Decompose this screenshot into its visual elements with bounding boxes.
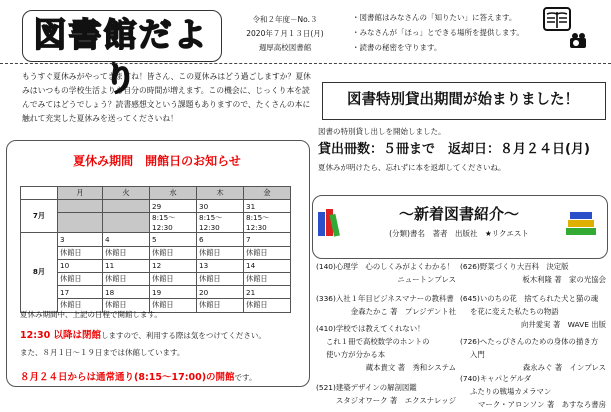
purpose-item: ・ みなさんが「ほっ」とできる場所を提供します。: [352, 25, 527, 40]
book-author-publisher: 蔵本貴文 著 秀和システム: [365, 363, 456, 372]
regular-hours-text: です。: [234, 373, 257, 382]
date-cell: 18: [103, 286, 150, 299]
weekday-header: 火: [103, 187, 150, 200]
book-title: (726)へたっぴさんのための身体の描き方: [460, 337, 599, 346]
month-label: 8月: [21, 233, 58, 312]
status-cell: 休館日: [150, 246, 197, 259]
return-reminder: 夏休みが明けたら、忘れずに本を返却してくださいね。: [318, 163, 506, 172]
status-cell: [103, 213, 150, 233]
date-cell: 12: [150, 259, 197, 272]
book-author-publisher: 金森たかこ 著 プレジデント社: [350, 307, 456, 316]
status-cell: 休館日: [58, 272, 103, 285]
book-entry: [316, 322, 456, 374]
date-cell: [58, 200, 103, 213]
status-cell: 8:15～12:30: [150, 213, 197, 233]
status-cell: [58, 213, 103, 233]
date-cell: 3: [58, 233, 103, 246]
calendar-corner: [21, 187, 58, 200]
status-cell: 休館日: [197, 272, 244, 285]
book-title: (521)建築デザインの解剖図鑑: [316, 383, 417, 392]
special-loan-text: 図書の特別貸し出しを開始しました。: [318, 127, 446, 136]
book-entry: [460, 335, 606, 374]
status-cell: 休館日: [58, 246, 103, 259]
status-cell: 休館日: [150, 299, 197, 312]
book-title: (336)入社１年目ビジネスマナーの教科書: [316, 294, 454, 303]
opening-calendar: [20, 186, 291, 313]
book-title: (410)学校では教えてくれない！: [316, 324, 425, 333]
newsletter-title: 図書館だより: [33, 15, 209, 98]
status-cell: 休館日: [244, 272, 291, 285]
book-title-line: ふたりの戦場カメラマン: [470, 387, 552, 396]
book-author-publisher: マーク・アロンソン 著 あすなろ書房: [478, 400, 606, 409]
date-cell: 13: [197, 259, 244, 272]
weekday-header: 月: [58, 187, 103, 200]
status-cell: 8:15～12:30: [244, 213, 291, 233]
book-title: (140)心理学 心のしくみがよくわかる！: [316, 262, 455, 271]
book-title: (626)野菜づくり大百科 決定版: [460, 262, 569, 271]
summer-schedule-title: 夏休み期間 開館日のお知らせ: [73, 154, 241, 168]
regular-hours-highlight: ８月２４日からは通常通り(8:15～17:00)の開館: [20, 372, 235, 383]
status-cell: 休館日: [103, 246, 150, 259]
regular-hours-note: [20, 369, 256, 383]
book-entry: [316, 381, 456, 407]
closure-note: また、８月１日～１９日までは休館しています。: [20, 348, 185, 357]
book-entry: [316, 292, 456, 318]
date-cell: 29: [150, 200, 197, 213]
special-loan-headline: 図書特別貸出期間が始まりました！: [347, 92, 579, 108]
issue-date: 2020年７月１３日(月): [246, 29, 324, 38]
weekday-header: 金: [244, 187, 291, 200]
date-cell: 10: [58, 259, 103, 272]
issue-number: 令和２年度－No.３: [252, 15, 318, 24]
school-name: 週厚高校図書館: [258, 43, 312, 52]
date-cell: 21: [244, 286, 291, 299]
new-books-legend: (分類)書名 著者 出版社 ★リクエスト: [389, 229, 529, 238]
date-cell: 7: [244, 233, 291, 246]
book-title-line: これ１冊で高校数学のホントの: [326, 337, 430, 346]
intro-paragraph: もうすぐ夏休みがやってきますね！皆さん、この夏休みはどう過ごしますか？夏休みはいつもの学校生活よりも自分の時間が増えます。この機会に、じっくり本を読んでみてはどうでしょう？読書感想文という課題もありますので、たくさんの本に触れて充実した夏休みを送ってくださいね！: [22, 72, 311, 123]
status-cell: 休館日: [197, 246, 244, 259]
status-cell: 休館日: [58, 299, 103, 312]
weekday-header: 水: [150, 187, 197, 200]
date-cell: 30: [197, 200, 244, 213]
purpose-item: ・ 図書館はみなさんの「知りたい」に答えます。: [352, 10, 527, 25]
book-title-line: 使い方が分かる本: [326, 350, 386, 359]
purpose-item: ・ 読書の秘密を守ります。: [352, 40, 527, 55]
status-cell: 休館日: [244, 299, 291, 312]
book-entry: [316, 260, 456, 286]
date-cell: 17: [58, 286, 103, 299]
book-title: (740)キャパとゲルダ: [460, 374, 532, 383]
open-book-icon: [541, 6, 575, 34]
new-books-title: ～新着図書紹介～: [398, 205, 519, 223]
date-cell: 20: [197, 286, 244, 299]
schedule-note: 夏休み期間中、上記の日程で開館します。: [20, 310, 162, 319]
library-purpose-list: [352, 10, 527, 55]
date-cell: 11: [103, 259, 150, 272]
issue-info: [240, 13, 330, 55]
loan-limit-and-return-date: 貸出冊数：５冊まで 返却日：８月２４日(月): [318, 142, 590, 157]
date-cell: 14: [244, 259, 291, 272]
book-title: (645)いのちの花 捨てられた犬と猫の魂: [460, 294, 599, 303]
date-cell: 6: [197, 233, 244, 246]
book-title-line: を花に変えた私たちの物語: [470, 307, 559, 316]
status-cell: 休館日: [244, 246, 291, 259]
special-loan-body: [318, 125, 608, 175]
status-cell: 休館日: [197, 299, 244, 312]
date-cell: 19: [150, 286, 197, 299]
date-cell: 5: [150, 233, 197, 246]
book-entry: [460, 372, 606, 411]
date-cell: 4: [103, 233, 150, 246]
status-cell: 休館日: [150, 272, 197, 285]
book-entry: [460, 292, 606, 331]
date-cell: 31: [244, 200, 291, 213]
date-cell: [103, 200, 150, 213]
book-author-publisher: 森永みぐ 著 インプレス: [522, 363, 606, 372]
closing-time-text: しますので、利用する際は気をつけてください。: [101, 331, 266, 340]
projector-icon: [568, 32, 590, 54]
header-divider: [0, 63, 611, 64]
book-author-publisher: 向井愛実 著 WAVE 出版: [520, 320, 606, 329]
closing-time-highlight: 12:30 以降は閉館: [20, 330, 102, 341]
month-label: 7月: [21, 200, 58, 233]
book-author-publisher: スタジオワーク 著 エクスナレッジ: [335, 396, 456, 405]
status-cell: 8:15～12:30: [197, 213, 244, 233]
weekday-header: 木: [197, 187, 244, 200]
book-author-publisher: ニュートンプレス: [397, 275, 456, 284]
closing-time-note: [20, 327, 266, 341]
book-entry: [460, 260, 606, 286]
status-cell: 休館日: [103, 272, 150, 285]
book-title-line: 入門: [470, 350, 485, 359]
status-cell: 休館日: [103, 299, 150, 312]
book-author-publisher: 板木利隆 著 家の光協会: [522, 275, 606, 284]
